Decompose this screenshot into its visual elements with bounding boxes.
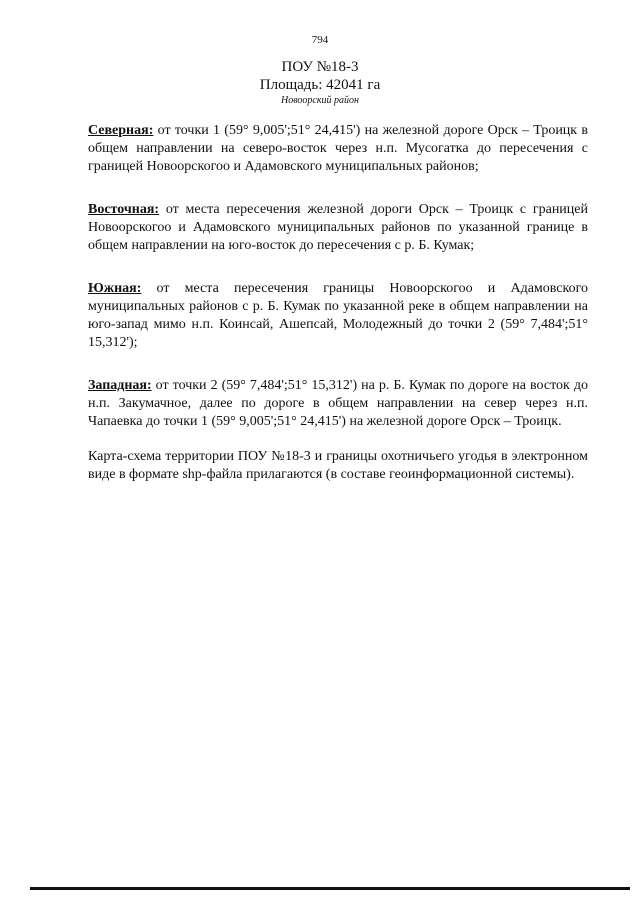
- section-south: [88, 280, 588, 352]
- area-line: Площадь: 42041 га: [259, 77, 381, 93]
- section-west: [88, 377, 588, 431]
- section-text: от места пересечения железной дороги Орск – Троицк с границей Новоорскогоо и Адамовского муниципальных районов по указанной границе в общем направлении на юго-восток до пересечения с р. Б. Кумак;: [88, 202, 588, 253]
- document-title: ПОУ №18-3: [281, 59, 359, 75]
- bottom-rule: [30, 887, 630, 890]
- section-heading: Восточная:: [88, 202, 160, 217]
- section-heading: Западная:: [88, 378, 152, 393]
- closing-paragraph: Карта-схема территории ПОУ №18-3 и границы охотничьего угодья в электронном виде в формате shp-файла прилагаются (в составе геоинформационной системы).: [88, 449, 588, 482]
- section-east: [88, 201, 588, 255]
- section-heading: Северная:: [88, 123, 154, 138]
- district-name: Новоорский район: [280, 95, 359, 106]
- section-text: от точки 2 (59° 7,484';51° 15,312') на р. Б. Кумак по дороге на восток до н.п. Закумачное, далее по дороге в общем направлении на север через н.п. Чапаевка до точки 1 (59° 9,005';51° 24,415') на железной дороге Орск – Троицк.: [88, 378, 588, 429]
- section-north: [88, 122, 588, 176]
- boundary-description: [88, 122, 588, 484]
- document-header: [0, 58, 640, 108]
- section-text: от точки 1 (59° 9,005';51° 24,415') на железной дороге Орск – Троицк в общем направлении на северо-восток через н.п. Мусогатка до пересечения с границей Новоорскогоо и Адамовского муниципальных районов;: [88, 123, 588, 174]
- section-text: от места пересечения границы Новоорскогоо и Адамовского муниципальных районов с р. Б. Кумак по указанной реке в общем направлении на юго-запад мимо н.п. Коинсай, Ашепсай, Молодежный до точки 2 (59° 7,484';51° 15,312');: [88, 281, 588, 350]
- page-number: 794: [311, 34, 329, 46]
- section-heading: Южная:: [88, 281, 142, 296]
